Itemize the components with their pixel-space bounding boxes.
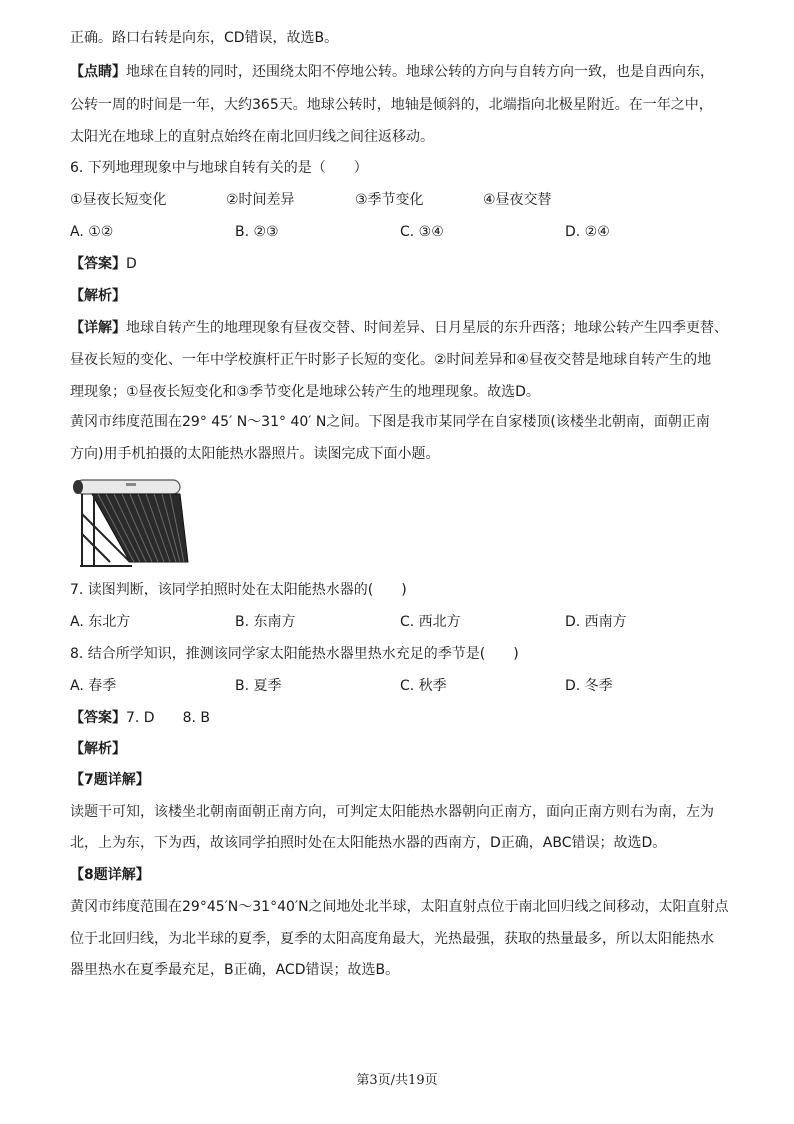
q78-analysis-tag: 【解析】 [70, 741, 126, 757]
answer-value: D [126, 256, 137, 272]
answer-tag: 【答案】 [70, 256, 126, 272]
q6-item-1: ①昼夜长短变化 [70, 192, 167, 208]
q8-detail-line: 黄冈市纬度范围在29°45′N～31°40′N之间地处北半球，太阳直射点位于南北回归线之间移动，太阳直射点 [70, 899, 729, 915]
q8-option-c: C. 秋季 [400, 678, 447, 694]
q7-option-a: A. 东北方 [70, 614, 131, 630]
q6-option-d: D. ②④ [565, 224, 610, 240]
detail-text: 地球自转产生的地理现象有昼夜交替、时间差异、日月星辰的东升西落；地球公转产生四季更替、 [126, 320, 728, 336]
q6-detail-line [70, 318, 730, 338]
q6-option-a: A. ①② [70, 224, 114, 240]
q78-answer [70, 708, 730, 728]
q7-detail-line: 读题干可知，该楼坐北朝南面朝正南方向，可判定太阳能热水器朝向正南方，面向正南方则右为南，左为 [70, 804, 714, 820]
q6-option-c: C. ③④ [400, 224, 444, 240]
intro-line: 黄冈市纬度范围在29° 45′ N～31° 40′ N之间。下图是我市某同学在自家楼顶(该楼坐北朝南，面朝正南 [70, 414, 710, 430]
q6-option-b: B. ②③ [235, 224, 279, 240]
solar-water-heater-image [70, 474, 190, 570]
q6-item-2: ②时间差异 [226, 192, 295, 208]
intro-line: 方向)用手机拍摄的太阳能热水器照片。读图完成下面小题。 [70, 446, 440, 462]
q8-option-a: A. 春季 [70, 678, 117, 694]
q6-detail-line: 昼夜长短的变化、一年中学校旗杆正午时影子长短的变化。②时间差异和④昼夜交替是地球自转产生的地 [70, 352, 712, 368]
q7-detail-line: 北，上为东，下为西，故该同学拍照时处在太阳能热水器的西南方，D正确，ABC错误；故选D。 [70, 835, 667, 851]
text-line [70, 62, 730, 82]
q7-detail-heading: 【7题详解】 [70, 772, 150, 788]
text-line: 公转一周的时间是一年，大约365天。地球公转时，地轴是倾斜的，北端指向北极星附近。在一年之中， [70, 97, 713, 113]
question-7-stem: 7. 读图判断，该同学拍照时处在太阳能热水器的( ) [70, 582, 407, 598]
q6-item-4: ④昼夜交替 [483, 192, 552, 208]
q8-detail-line: 器里热水在夏季最充足，B正确，ACD错误；故选B。 [70, 962, 400, 978]
q6-item-3: ③季节变化 [355, 192, 424, 208]
q7-option-c: C. 西北方 [400, 614, 461, 630]
q6-answer [70, 254, 730, 274]
page-number: 第3页/共19页 [356, 1073, 438, 1088]
answer-tag: 【答案】 [70, 710, 126, 726]
q8-option-d: D. 冬季 [565, 678, 613, 694]
q7-option-b: B. 东南方 [235, 614, 296, 630]
q8-detail-heading: 【8题详解】 [70, 867, 150, 883]
detail-tag: 【详解】 [70, 320, 126, 336]
answer-value: 7. D 8. B [126, 710, 210, 726]
text-line: 正确。路口右转是向东，CD错误，故选B。 [70, 30, 339, 46]
text-line: 太阳光在地球上的直射点始终在南北回归线之间往返移动。 [70, 129, 434, 145]
q7-option-d: D. 西南方 [565, 614, 627, 630]
q6-analysis-tag: 【解析】 [70, 288, 126, 304]
q8-detail-line: 位于北回归线，为北半球的夏季，夏季的太阳高度角最大，光热最强，获取的热量最多，所以太阳能热水 [70, 931, 714, 947]
q6-detail-line: 理现象；①昼夜长短变化和③季节变化是地球公转产生的地理现象。故选D。 [70, 384, 540, 400]
tip-tag: 【点睛】 [70, 64, 126, 80]
question-6-stem: 6. 下列地理现象中与地球自转有关的是（ ） [70, 160, 368, 176]
question-8-stem: 8. 结合所学知识，推测该同学家太阳能热水器里热水充足的季节是( ) [70, 646, 519, 662]
tip-text: 地球在自转的同时，还围绕太阳不停地公转。地球公转的方向与自转方向一致，也是自西向东， [126, 64, 714, 80]
q8-option-b: B. 夏季 [235, 678, 282, 694]
